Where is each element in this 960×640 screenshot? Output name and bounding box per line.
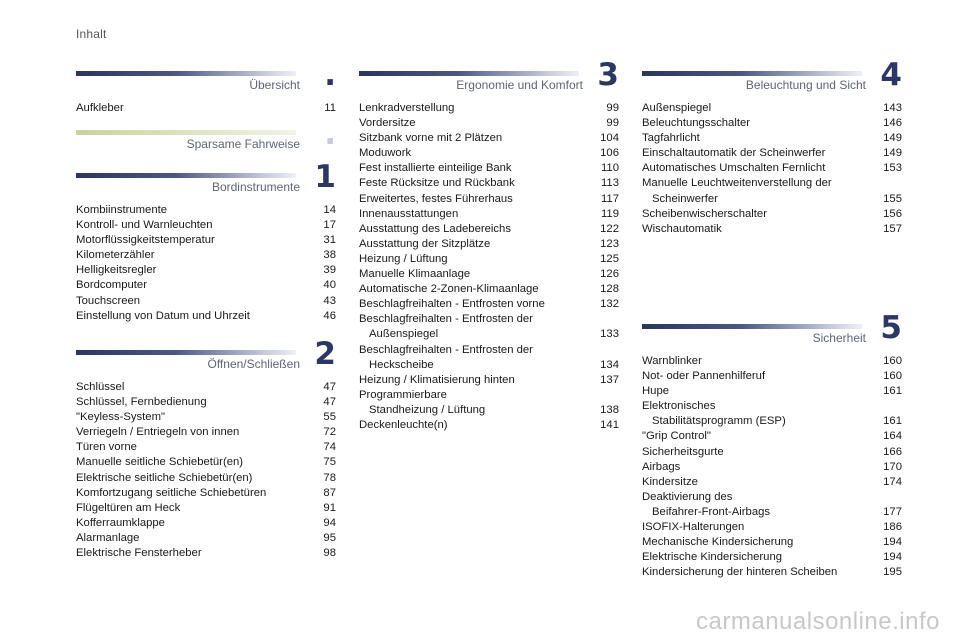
- toc-entry-label: [76, 294, 323, 309]
- toc-entry-page: 125: [600, 252, 619, 265]
- toc-entry-page: 123: [600, 237, 619, 250]
- toc-entry-text-continued: Beifahrer-Front-Airbags: [652, 505, 771, 518]
- toc-entry[interactable]: [359, 176, 619, 191]
- section-number: 1: [314, 159, 336, 195]
- toc-entry-page: 160: [883, 355, 902, 367]
- toc-entry[interactable]: [359, 373, 619, 388]
- toc-entry[interactable]: [76, 440, 336, 455]
- toc-entry[interactable]: [642, 550, 902, 565]
- toc-entry-label: [359, 312, 600, 342]
- toc-entry-label: [642, 101, 883, 116]
- section-header: [76, 159, 336, 200]
- toc-entry-page: 38: [323, 249, 336, 262]
- toc-entry-text-continued: Stabilitätsprogramm (ESP): [652, 415, 786, 428]
- toc-entry-text-continued: Standheizung / Lüftung: [369, 403, 486, 416]
- section-beleuchtung: [642, 57, 902, 237]
- toc-entry-text-continued: Außenspiegel: [369, 328, 439, 341]
- toc-entry-text: Kindersicherung der hinteren Scheiben: [642, 566, 838, 579]
- toc-entry[interactable]: [359, 343, 619, 373]
- toc-entry[interactable]: [76, 486, 336, 501]
- toc-entry-text: Bordcomputer: [76, 279, 147, 292]
- toc-entry[interactable]: [76, 410, 336, 425]
- toc-entry-label: [76, 395, 323, 410]
- toc-entry-label: [76, 486, 323, 501]
- toc-entry-text: Mechanische Kindersicherung: [642, 536, 794, 549]
- toc-entry-label: [359, 343, 600, 373]
- toc-entry[interactable]: [359, 267, 619, 282]
- toc-entry-page: 164: [883, 430, 902, 443]
- toc-entry-page: 149: [883, 132, 902, 145]
- toc-entry-label: [642, 354, 883, 369]
- toc-entry[interactable]: [642, 116, 902, 131]
- toc-entry-text: Ausstattung der Sitzplätze: [359, 237, 491, 250]
- toc-entry-page: 99: [606, 102, 619, 114]
- toc-entry[interactable]: [642, 565, 902, 580]
- toc-entry-text: Tagfahrlicht: [642, 132, 700, 145]
- toc-entry-page: 133: [600, 328, 619, 341]
- toc-entry-text: Kofferraumklappe: [76, 516, 165, 529]
- toc-entry-text: Kindersitze: [642, 475, 698, 488]
- toc-entry-page: 146: [883, 117, 902, 130]
- toc-entry-text: Warnblinker: [642, 355, 702, 367]
- toc-entry-page: 166: [883, 445, 902, 458]
- toc-entry-text: Aufkleber: [76, 102, 124, 114]
- toc-entry[interactable]: [76, 203, 336, 218]
- toc-entry-text: Heizung / Lüftung: [359, 252, 448, 265]
- toc-entry-text: Fest installierte einteilige Bank: [359, 162, 512, 175]
- toc-entry[interactable]: [642, 520, 902, 535]
- toc-entry[interactable]: [359, 161, 619, 176]
- toc-entry-text: Hupe: [642, 385, 670, 398]
- toc-entry-label: [642, 207, 883, 222]
- toc-entry[interactable]: [642, 222, 902, 237]
- toc-entry-text-continued: Heckscheibe: [369, 358, 434, 371]
- toc-entry-label: [642, 520, 883, 535]
- toc-entry[interactable]: [359, 388, 619, 418]
- toc-entry-text: Beleuchtungsschalter: [642, 117, 751, 130]
- toc-entry-page: 141: [600, 418, 619, 431]
- toc-entry-label: [76, 263, 323, 278]
- toc-entry[interactable]: [642, 445, 902, 460]
- section-uebersicht: [76, 57, 336, 116]
- toc-entry-label: [76, 501, 323, 516]
- toc-entry-text: Kontroll- und Warnleuchten: [76, 219, 213, 232]
- section-number: 4: [880, 57, 902, 93]
- section-title: Sicherheit: [812, 331, 866, 345]
- toc-entry-label: [359, 252, 600, 267]
- section-bar: [642, 71, 862, 76]
- toc-entry[interactable]: [359, 297, 619, 312]
- toc-entry[interactable]: [359, 222, 619, 237]
- toc-entry[interactable]: [642, 475, 902, 490]
- section-number: 3: [597, 57, 619, 93]
- toc-entry-page: 95: [323, 531, 336, 544]
- toc-entry[interactable]: [642, 131, 902, 146]
- section-bar: [642, 324, 862, 329]
- toc-entry-label: [642, 222, 883, 237]
- toc-entry[interactable]: [76, 218, 336, 233]
- toc-entry[interactable]: [76, 516, 336, 531]
- toc-entry-page: 113: [600, 177, 619, 190]
- toc-entry-page: 149: [883, 147, 902, 160]
- toc-entry[interactable]: [642, 354, 902, 369]
- section-header: [359, 57, 619, 98]
- toc-entry-text: Alarmanlage: [76, 531, 140, 544]
- toc-entry-page: 161: [883, 385, 902, 398]
- toc-entry-page: 17: [323, 219, 336, 232]
- toc-entry[interactable]: [76, 531, 336, 546]
- toc-list: [76, 203, 336, 324]
- toc-entry-label: [359, 297, 600, 312]
- toc-entry[interactable]: [76, 546, 336, 561]
- toc-entry-text: Sitzbank vorne mit 2 Plätzen: [359, 132, 503, 145]
- toc-entry-page: 78: [323, 471, 336, 484]
- toc-entry-page: 110: [600, 162, 619, 175]
- toc-entry-page: 157: [883, 222, 902, 235]
- toc-entry[interactable]: [359, 131, 619, 146]
- section-title: Ergonomie und Komfort: [456, 78, 583, 92]
- toc-entry-text: Kombiinstrumente: [76, 204, 168, 216]
- toc-entry-label: [359, 267, 600, 282]
- toc-entry-text: Manuelle seitliche Schiebetür(en): [76, 456, 244, 469]
- section-header: [642, 57, 902, 98]
- toc-entry-text: Heizung / Klimatisierung hinten: [359, 373, 515, 386]
- toc-entry-label: [76, 546, 323, 561]
- toc-entry-label: [359, 161, 601, 176]
- toc-entry-label: [76, 440, 323, 455]
- toc-entry-text-continued: Scheinwerfer: [652, 192, 718, 205]
- toc-entry-label: [76, 203, 323, 218]
- toc-entry-label: [359, 237, 600, 252]
- toc-entry-page: 194: [883, 536, 902, 549]
- toc-entry-text: Außenspiegel: [642, 102, 712, 114]
- toc-entry-text: Elektrische Fensterheber: [76, 547, 202, 560]
- toc-entry-label: [359, 282, 600, 297]
- toc-entry-page: 177: [883, 505, 902, 518]
- toc-entry-page: 194: [883, 551, 902, 564]
- toc-entry-page: 119: [600, 207, 619, 220]
- toc-entry-page: 14: [323, 204, 336, 216]
- toc-entry-page: 87: [323, 486, 336, 499]
- toc-entry-label: [642, 475, 883, 490]
- toc-entry-page: 153: [883, 162, 902, 175]
- toc-entry[interactable]: [359, 252, 619, 267]
- toc-entry-label: [359, 176, 601, 191]
- toc-entry-page: 31: [323, 234, 336, 247]
- toc-entry[interactable]: [76, 455, 336, 470]
- toc-entry-page: 186: [883, 521, 902, 534]
- toc-entry-page: 160: [883, 370, 902, 383]
- section-header: [76, 116, 336, 157]
- toc-entry-page: 55: [323, 411, 336, 424]
- toc-entry-page: 39: [323, 264, 336, 277]
- section-header: [76, 336, 336, 377]
- toc-entry-label: [359, 373, 600, 388]
- toc-list: [359, 101, 619, 433]
- toc-entry-page: 134: [600, 358, 619, 371]
- toc-entry[interactable]: [642, 369, 902, 384]
- toc-entry-text: Motorflüssigkeitstemperatur: [76, 234, 215, 247]
- section-number: 2: [314, 336, 336, 372]
- toc-entry[interactable]: [642, 399, 902, 429]
- section-bar: [359, 71, 579, 76]
- toc-entry-page: 132: [600, 298, 619, 311]
- toc-entry[interactable]: [76, 425, 336, 440]
- toc-entry[interactable]: [76, 501, 336, 516]
- toc-entry-label: [76, 471, 323, 486]
- toc-entry-page: 47: [323, 396, 336, 409]
- toc-entry-label: [359, 131, 600, 146]
- toc-entry[interactable]: [642, 146, 902, 161]
- toc-entry[interactable]: [359, 237, 619, 252]
- toc-entry-label: [76, 309, 323, 324]
- toc-entry[interactable]: [76, 380, 336, 395]
- toc-entry-page: 195: [883, 566, 902, 579]
- toc-entry-text: Elektrische seitliche Schiebetür(en): [76, 471, 253, 484]
- toc-entry-text: Einschaltautomatik der Scheinwerfer: [642, 147, 826, 160]
- toc-entry[interactable]: [359, 101, 619, 116]
- toc-entry[interactable]: [642, 101, 902, 116]
- toc-list: [642, 354, 902, 580]
- section-bar: [76, 350, 296, 355]
- toc-entry-page: 128: [600, 283, 619, 296]
- toc-entry-label: [359, 388, 600, 418]
- section-sparsam: [76, 116, 336, 160]
- toc-entry-text: Not- oder Pannenhilferuf: [642, 370, 766, 383]
- toc-entry-label: [642, 550, 883, 565]
- watermark: carmanualsonline.info: [696, 608, 940, 635]
- toc-entry-label: [76, 531, 323, 546]
- toc-entry-text: ISOFIX-Halterungen: [642, 521, 745, 534]
- toc-entry-page: 72: [323, 426, 336, 439]
- toc-entry-label: [642, 131, 883, 146]
- toc-entry-text: Türen vorne: [76, 441, 137, 454]
- toc-entry-text: Verriegeln / Entriegeln von innen: [76, 426, 240, 439]
- section-title: Bordinstrumente: [211, 180, 300, 194]
- toc-entry-text: Manuelle Leuchtweitenverstellung der: [642, 177, 832, 190]
- section-title: Übersicht: [249, 78, 300, 92]
- toc-entry-label: [642, 565, 883, 580]
- toc-entry-page: 155: [883, 192, 902, 205]
- toc-list: [76, 101, 336, 116]
- section-bar: [76, 130, 296, 135]
- toc-entry-text: Wischautomatik: [642, 222, 722, 235]
- toc-entry-text: Feste Rücksitze und Rückbank: [359, 177, 515, 190]
- toc-entry[interactable]: [642, 490, 902, 520]
- toc-entry-page: 138: [600, 403, 619, 416]
- toc-entry-text: Flügeltüren am Heck: [76, 501, 181, 514]
- toc-entry-text: Programmierbare: [359, 388, 447, 401]
- toc-entry[interactable]: [76, 309, 336, 324]
- toc-entry-label: [359, 207, 601, 222]
- toc-entry-text: Kilometerzähler: [76, 249, 155, 262]
- toc-entry[interactable]: [76, 101, 336, 116]
- toc-entry-page: 117: [600, 192, 619, 205]
- toc-entry-page: 43: [323, 294, 336, 307]
- section-number: 5: [880, 310, 902, 346]
- toc-entry[interactable]: [642, 176, 902, 206]
- toc-list: [76, 380, 336, 561]
- toc-entry-text: Vordersitze: [359, 117, 416, 130]
- toc-entry-page: 170: [883, 460, 902, 473]
- section-header: [76, 57, 336, 98]
- toc-entry[interactable]: [359, 312, 619, 342]
- toc-entry-label: [359, 192, 601, 207]
- toc-entry[interactable]: [76, 395, 336, 410]
- toc-entry-text: "Keyless-System": [76, 411, 166, 424]
- toc-entry[interactable]: [642, 460, 902, 475]
- toc-entry-page: 106: [600, 147, 619, 160]
- toc-entry-label: [642, 429, 883, 444]
- toc-entry[interactable]: [359, 282, 619, 297]
- section-bar: [76, 173, 296, 178]
- toc-entry-page: 11: [324, 102, 336, 114]
- toc-entry-text: Moduwork: [359, 147, 412, 160]
- toc-entry-text: Manuelle Klimaanlage: [359, 268, 471, 281]
- section-ergonomie: [359, 57, 619, 433]
- toc-entry-text: Automatisches Umschalten Fernlicht: [642, 162, 826, 175]
- toc-entry[interactable]: [76, 248, 336, 263]
- section-oeffnen-schliessen: [76, 336, 336, 561]
- toc-entry-label: [76, 455, 323, 470]
- toc-entry-label: [76, 248, 323, 263]
- toc-entry-text: Beschlagfreihalten - Entfrosten der: [359, 313, 533, 326]
- toc-entry-text: Schlüssel: [76, 381, 125, 393]
- toc-entry-label: [359, 222, 600, 237]
- toc-entry[interactable]: [76, 471, 336, 486]
- toc-entry-label: [359, 146, 600, 161]
- toc-entry-page: 74: [323, 441, 336, 454]
- toc-entry[interactable]: [642, 384, 902, 399]
- toc-entry[interactable]: [642, 207, 902, 222]
- toc-entry[interactable]: [359, 146, 619, 161]
- toc-entry-page: 98: [323, 547, 336, 560]
- toc-entry-label: [76, 101, 324, 116]
- toc-entry-text: Helligkeitsregler: [76, 264, 157, 277]
- toc-entry-label: [359, 101, 606, 116]
- toc-entry[interactable]: [76, 263, 336, 278]
- toc-entry-page: 122: [600, 222, 619, 235]
- toc-entry-page: 75: [323, 456, 336, 469]
- toc-entry-page: 126: [600, 268, 619, 281]
- toc-entry-text: Ausstattung des Ladebereichs: [359, 222, 511, 235]
- toc-entry-text: Elektronisches: [642, 400, 716, 413]
- page-label: Inhalt: [76, 27, 107, 41]
- toc-entry-text: Schlüssel, Fernbedienung: [76, 396, 207, 409]
- toc-entry-page: 143: [883, 102, 902, 114]
- toc-entry[interactable]: [359, 116, 619, 131]
- toc-entry-page: 40: [323, 279, 336, 292]
- toc-entry-page: 46: [323, 309, 336, 322]
- toc-entry-label: [76, 218, 323, 233]
- toc-entry-text: "Grip Control": [642, 430, 711, 443]
- section-bordinstrumente: [76, 159, 336, 324]
- toc-entry[interactable]: [642, 535, 902, 550]
- toc-entry-text: Automatische 2-Zonen-Klimaanlage: [359, 283, 539, 296]
- toc-entry-label: [642, 176, 883, 206]
- toc-entry-page: 47: [323, 381, 336, 393]
- toc-entry-label: [359, 116, 606, 131]
- toc-entry-label: [76, 516, 323, 531]
- section-title: Sparsame Fahrweise: [186, 137, 300, 151]
- toc-entry-text: Elektrische Kindersicherung: [642, 551, 783, 564]
- toc-entry-label: [642, 384, 883, 399]
- toc-entry[interactable]: [76, 294, 336, 309]
- section-bar: [76, 71, 296, 76]
- toc-entry[interactable]: [359, 418, 619, 433]
- toc-entry-page: 174: [883, 475, 902, 488]
- toc-entry-text: Sicherheitsgurte: [642, 445, 724, 458]
- toc-entry[interactable]: [642, 161, 902, 176]
- toc-entry-label: [76, 233, 323, 248]
- section-header: [642, 310, 902, 351]
- toc-entry-text: Einstellung von Datum und Uhrzeit: [76, 309, 250, 322]
- toc-entry-text: Beschlagfreihalten - Entfrosten der: [359, 343, 533, 356]
- toc-entry-text: Deaktivierung des: [642, 490, 733, 503]
- toc-entry-label: [642, 161, 883, 176]
- section-number: .: [324, 57, 336, 93]
- toc-entry-label: [642, 445, 883, 460]
- toc-entry-label: [642, 369, 883, 384]
- toc-entry-text: Lenkradverstellung: [359, 102, 455, 114]
- toc-entry-label: [359, 418, 600, 433]
- section-number: .: [324, 116, 336, 152]
- section-title: Beleuchtung und Sicht: [745, 78, 866, 92]
- toc-entry-text: Airbags: [642, 460, 681, 473]
- toc-entry[interactable]: [642, 429, 902, 444]
- toc-entry-label: [76, 278, 323, 293]
- toc-entry[interactable]: [76, 278, 336, 293]
- toc-entry-page: 104: [600, 132, 619, 145]
- toc-entry-text: Beschlagfreihalten - Entfrosten vorne: [359, 298, 545, 311]
- toc-entry-page: 161: [883, 415, 902, 428]
- toc-entry-label: [642, 460, 883, 475]
- toc-entry-label: [76, 380, 323, 395]
- toc-entry-page: 156: [883, 207, 902, 220]
- toc-entry-text: Scheibenwischerschalter: [642, 207, 767, 220]
- toc-entry-label: [76, 425, 323, 440]
- toc-entry-page: 91: [323, 501, 336, 514]
- toc-entry-label: [642, 146, 883, 161]
- toc-entry[interactable]: [76, 233, 336, 248]
- toc-entry-text: Erweitertes, festes Führerhaus: [359, 192, 513, 205]
- section-sicherheit: [642, 310, 902, 580]
- toc-entry-label: [642, 399, 883, 429]
- toc-entry-label: [642, 535, 883, 550]
- toc-entry-text: Touchscreen: [76, 294, 141, 307]
- toc-entry-label: [76, 410, 323, 425]
- toc-entry-text: Innenausstattungen: [359, 207, 459, 220]
- toc-list: [642, 101, 902, 237]
- toc-entry-page: 137: [600, 373, 619, 386]
- toc-entry-page: 99: [606, 117, 619, 130]
- section-title: Öffnen/Schließen: [207, 357, 300, 371]
- toc-entry[interactable]: [359, 192, 619, 207]
- toc-entry-label: [642, 116, 883, 131]
- toc-entry-text: Deckenleuchte(n): [359, 418, 448, 431]
- toc-entry[interactable]: [359, 207, 619, 222]
- toc-entry-label: [642, 490, 883, 520]
- toc-entry-page: 94: [323, 516, 336, 529]
- toc-entry-text: Komfortzugang seitliche Schiebetüren: [76, 486, 267, 499]
